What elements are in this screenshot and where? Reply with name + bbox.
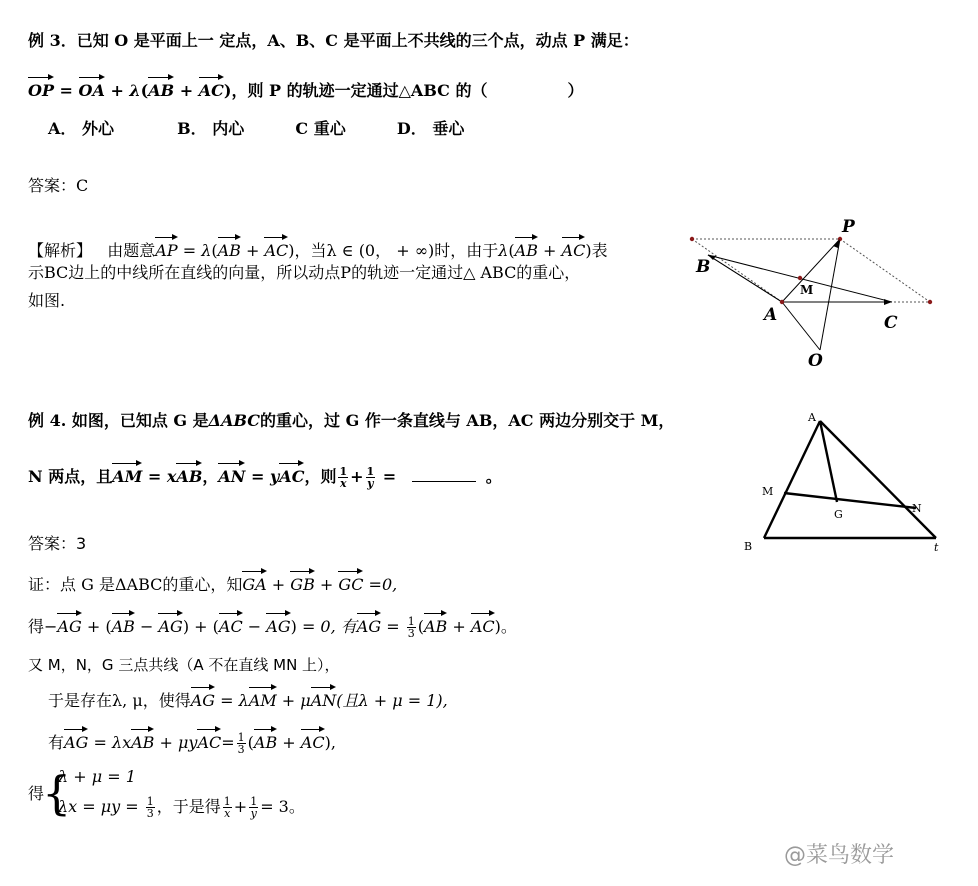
system-eq2: λx = μy = $\frac{1}{3}$ ，于是得 $\frac{1}{x}$ + $\frac{1}{y}$ = 3。 [58,795,305,820]
ex3-question-line2: OP = OA + λ(AB + AC)，则 P 的轨迹一定通过△ABC 的（ ） [28,74,583,102]
proof-line6-lead: 得 [28,784,45,803]
option-b: B． 内心 [177,119,245,138]
proof-line4: 于是存在λ, μ，使得AG = λAM + μAN(且λ + μ = 1), [48,684,448,712]
proof-line3: 又 M，N，G 三点共线（A 不在直线 MN 上）， [28,656,340,674]
ex4-label-n: N [912,502,922,515]
ex4-label-m: M [762,485,774,498]
ex4-figure [740,405,965,555]
ex3-analysis-line3: 如图. [28,291,66,310]
ex4-label-t: t [934,541,939,554]
proof-line1: 证：点 G 是ΔABC的重心，知GA + GB + GC =0, [28,568,397,596]
ex3-answer: 答案：C [28,176,89,195]
ex3-label-b: B [696,257,711,277]
ex4-answer: 答案：3 [28,534,87,553]
vec-op: OP [28,74,54,102]
ex3-label-a: A [764,305,778,325]
ex4-label-g: G [834,508,843,521]
ex3-analysis-line1: 【解析】 由题意AP = λ(AB + AC)，当λ ∈ (0， + ∞)时，由于λ(AB + AC)表 [28,234,608,262]
answer-blank [412,467,476,482]
system-brace: { [42,766,72,820]
ex3-figure [680,210,950,375]
ex4-label-a: A [808,411,816,424]
system-eq1: λ + μ = 1 [58,767,136,786]
ex4-question-line2: N 两点，且AM = xAB，AN = yAC，则 $\frac{1}{x}$ + $\frac{1}{y}$ = 。 [28,460,502,489]
ex3-question-line1: 例 3．已知 O 是平面上一 定点，A、B、C 是平面上不共线的三个点，动点 P 满足： [28,31,639,50]
ex3-label-c: C [884,313,898,333]
ex3-label-m: M [800,283,814,297]
option-c: C 重心 [295,119,346,138]
option-a: A． 外心 [48,119,114,138]
ex3-options [48,118,464,140]
ex4-question-line1: 例 4. 如图，已知点 G 是ΔABC的重心，过 G 作一条直线与 AB，AC 两边分别交于 M， [28,411,675,430]
proof-line2: 得−AG + (AB − AG) + (AC − AG) = 0, 有AG = $\frac{1}{3}$ (AB + AC)。 [28,610,517,639]
ex4-label-b: B [744,540,753,553]
ex3-analysis-line2: 示BC边上的中线所在直线的向量，所以动点P的轨迹一定通过△ ABC的重心， [28,263,581,282]
ex3-label-o: O [808,351,823,371]
option-d: D． 垂心 [396,119,465,138]
proof-line5: 有AG = λxAB + μyAC= $\frac{1}{3}$ (AB + AC), [48,726,336,755]
watermark: @菜鸟数学 [784,843,895,868]
ex3-label-p: P [842,217,855,237]
